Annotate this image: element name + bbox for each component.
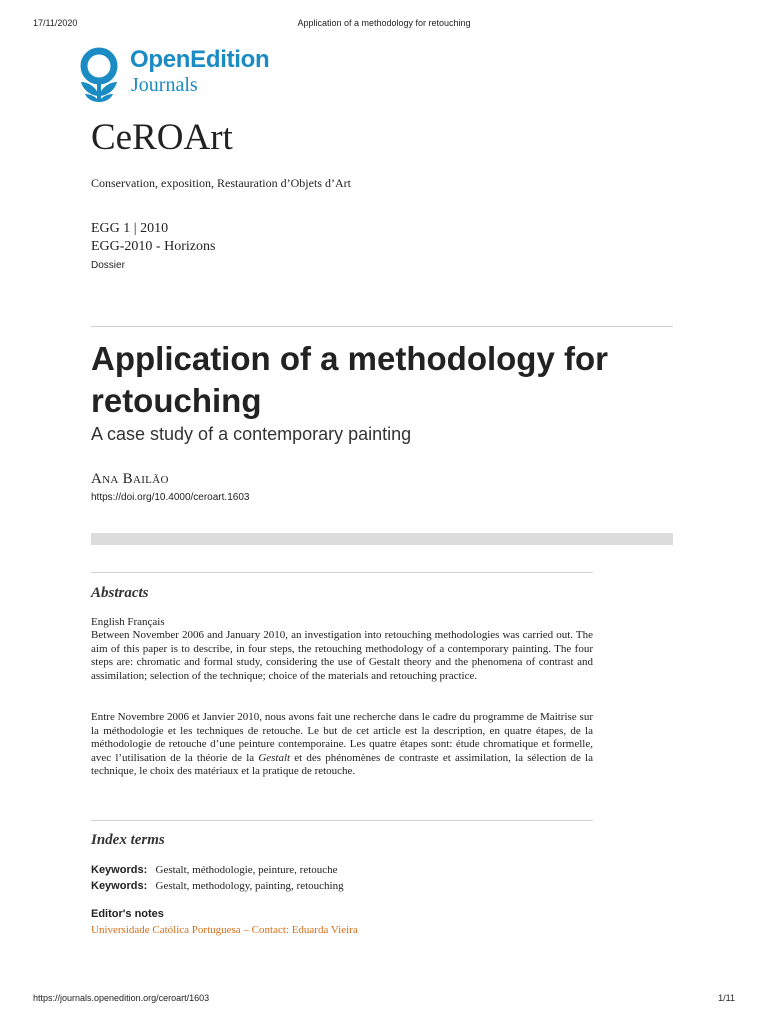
gestalt-italic: Gestalt — [258, 751, 291, 764]
logo-sub-text: Journals — [131, 74, 198, 96]
keywords-label: Keywords: — [91, 880, 148, 892]
lang-french-link[interactable]: Français — [127, 616, 165, 628]
keywords-row-en — [91, 880, 344, 892]
keywords-label: Keywords: — [91, 864, 148, 876]
abstract-english: Between November 2006 and January 2010, an investigation into retouching methodologies was carried out. The aim of this paper is to describe, in four steps, the retouching methodology of a contemporary painting. The four steps are: chromatic and formal study, considering the use of Gestalt theory and the phenomena of contrast and assimilation; selection of the technique; choice of the materials and retouching practice. — [91, 629, 593, 682]
author-name[interactable]: Ana Bailão — [91, 471, 169, 487]
editor-notes-text: Universidade Católica Portuguesa – Contact: Eduarda Vieira — [91, 924, 358, 936]
abstracts-heading: Abstracts — [91, 585, 149, 601]
divider — [91, 326, 673, 327]
index-terms-heading: Index terms — [91, 832, 165, 848]
keywords-row-fr — [91, 864, 338, 876]
issue-name[interactable]: EGG-2010 - Horizons — [91, 239, 216, 254]
journal-title[interactable]: CeROArt — [91, 117, 233, 158]
keywords-value[interactable]: Gestalt, méthodologie, peinture, retouche — [155, 864, 338, 876]
abstract-french: Entre Novembre 2006 et Janvier 2010, nous avons fait une recherche dans le cadre du programme de Maitrise sur la méthodologie et les techniques de retouche. Le but de cet article est la description, en quatre étapes, de la méthodologie de retouche d’une peinture contemporaine. Les quatre étapes sont: étude chromatique et formelle, avec l’utilisation de la théorie de la Gestalt et des phénomènes de contraste et assimilation, la sélection de la technique, le choix des matériaux et la pratique de retouche. — [91, 711, 593, 778]
article-subtitle: A case study of a contemporary painting — [91, 424, 412, 444]
openedition-flower-icon — [73, 44, 127, 104]
issue-number[interactable]: EGG 1 | 2010 — [91, 221, 169, 236]
section-label: Dossier — [91, 260, 125, 271]
print-date: 17/11/2020 — [33, 18, 78, 28]
page-number: 1/11 — [718, 993, 735, 1003]
keywords-value[interactable]: Gestalt, methodology, painting, retouching — [155, 880, 344, 892]
language-switcher — [91, 616, 165, 628]
editor-notes-label: Editor's notes — [91, 908, 164, 920]
page-url: https://journals.openedition.org/ceroart/1603 — [33, 993, 210, 1003]
journal-subtitle: Conservation, exposition, Restauration d’Objets d’Art — [91, 176, 351, 190]
content-separator-bar — [91, 533, 673, 545]
lang-english-link[interactable]: English — [91, 616, 125, 628]
article-title: Application of a methodology for retouching — [91, 340, 608, 419]
divider — [91, 820, 593, 821]
print-title: Application of a methodology for retouching — [297, 18, 471, 28]
divider — [91, 572, 593, 573]
logo-main-text: OpenEdition — [130, 46, 270, 73]
doi-link[interactable]: https://doi.org/10.4000/ceroart.1603 — [91, 492, 250, 503]
openedition-logo[interactable] — [73, 44, 313, 106]
issue-info — [91, 220, 215, 256]
